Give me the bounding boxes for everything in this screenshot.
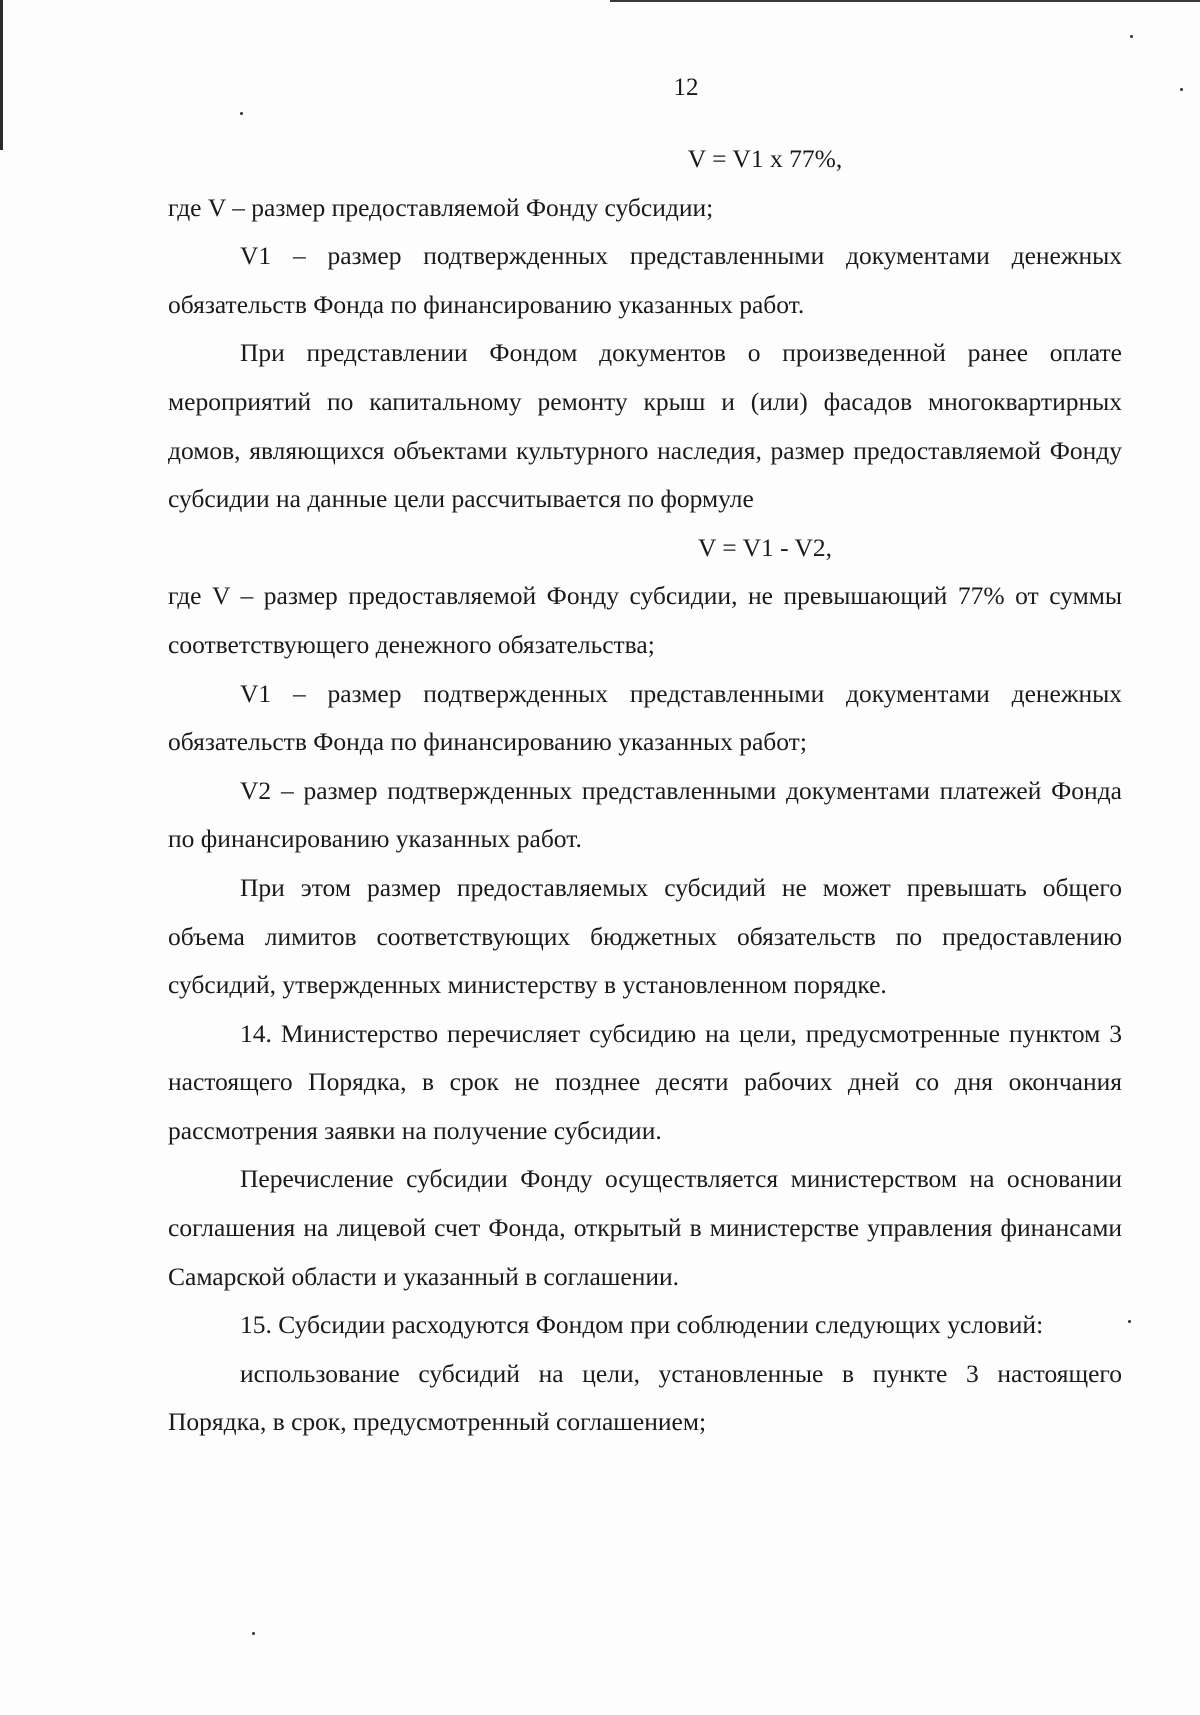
paragraph: V1 – размер подтвержденных представленными документами денежных обязательств Фонда по финансированию указанных работ; bbox=[168, 678, 1122, 757]
paragraph: Перечисление субсидии Фонду осуществляется министерством на основании соглашения на лицевой счет Фонда, открытый в министерстве управления финансами Самарской области и указанный в соглашении. bbox=[168, 1164, 1122, 1291]
document-body bbox=[168, 135, 1122, 1447]
page-number: 12 bbox=[673, 74, 699, 101]
paragraph: 15. Субсидии расходуются Фондом при соблюдении следующих условий: bbox=[240, 1310, 1044, 1340]
formula-1: V = V1 x 77%, bbox=[687, 144, 843, 173]
scan-speck bbox=[1128, 1320, 1131, 1323]
paragraph: V2 – размер подтвержденных представленными документами платежей Фонда по финансированию указанных работ. bbox=[168, 775, 1122, 854]
scan-edge-top bbox=[610, 0, 1200, 2]
scan-speck bbox=[240, 112, 243, 115]
formula-2: V = V1 - V2, bbox=[697, 532, 833, 562]
paragraph: использование субсидий на цели, установленные в пункте 3 настоящего Порядка, в срок, предусмотренный соглашением; bbox=[168, 1358, 1122, 1437]
paragraph: где V – размер предоставляемой Фонду субсидии; bbox=[168, 192, 714, 222]
paragraph: При этом размер предоставляемых субсидий не может превышать общего объема лимитов соответствующих бюджетных обязательств по предоставлению субсидий, утвержденных министерству в установленном порядке. bbox=[168, 872, 1122, 1000]
scan-speck bbox=[1130, 35, 1133, 38]
paragraph: V1 – размер подтвержденных представленными документами денежных обязательств Фонда по финансированию указанных работ. bbox=[168, 241, 1122, 319]
paragraph: где V – размер предоставляемой Фонду субсидии, не превышающий 77% от суммы соответствующего денежного обязательства; bbox=[168, 581, 1122, 659]
paragraph: 14. Министерство перечисляет субсидию на цели, предусмотренные пунктом 3 настоящего Порядка, в срок не позднее десяти рабочих дней со дня окончания рассмотрения заявки на получение субсидии. bbox=[168, 1018, 1122, 1145]
paragraph: При представлении Фондом документов о произведенной ранее оплате мероприятий по капитальному ремонту крыш и (или) фасадов многоквартирных домов, являющихся объектами культурного наследия, размер предоставляемой Фонду субсидии на данные цели рассчитывается по формуле bbox=[168, 338, 1122, 514]
scan-speck bbox=[252, 1632, 255, 1635]
